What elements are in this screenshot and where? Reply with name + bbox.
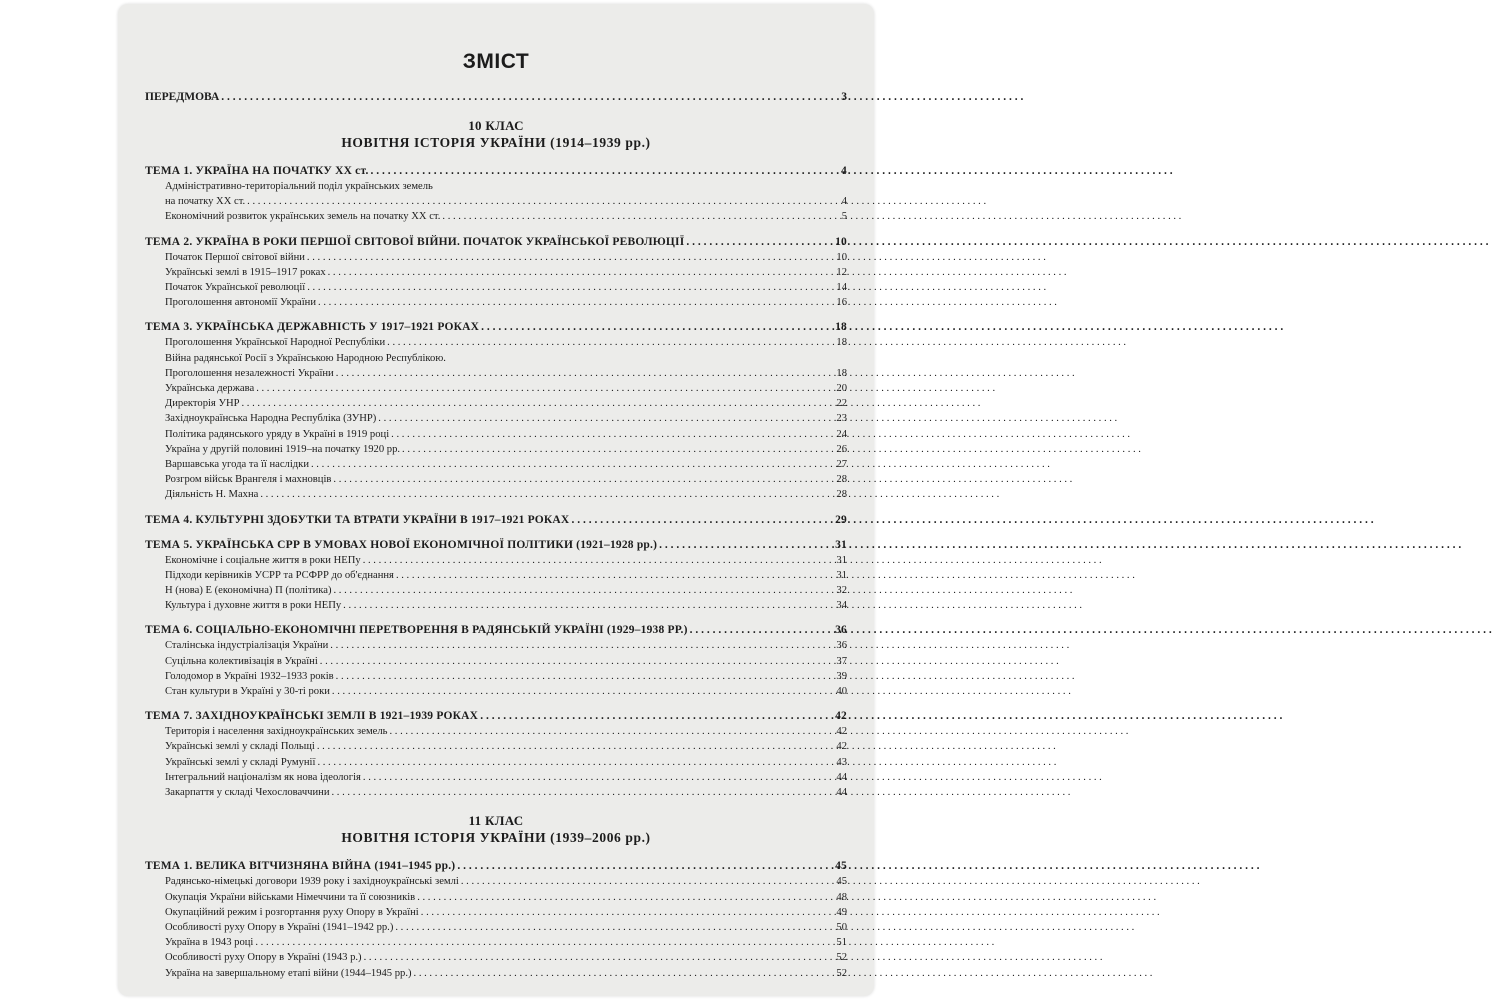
leader-dots — [343, 598, 831, 613]
subtopic-title: Україна в 1943 році — [165, 937, 254, 949]
subtopic-title: Закарпаття у складі Чехословаччини — [165, 787, 330, 799]
subtopic-page: 45 — [836, 876, 847, 888]
subtopic-page: 42 — [836, 741, 847, 753]
subtopic-entry — [145, 785, 847, 800]
subtopic-entry — [145, 890, 847, 905]
topic-title-entry — [145, 234, 847, 250]
class-heading: 10 КЛАС — [468, 118, 524, 133]
subtopic-page: 14 — [836, 282, 847, 294]
subtopic-page: 10 — [836, 251, 847, 263]
subtopic-page: 49 — [836, 906, 847, 918]
subtopic-page: 40 — [836, 686, 847, 698]
class-section — [145, 812, 847, 980]
subtopic-page: 18 — [836, 337, 847, 349]
subtopic-title: Радянсько-німецькі договори 1939 року і західноукраїнські землі — [165, 876, 459, 888]
leader-dots — [328, 265, 831, 280]
leader-dots — [421, 905, 831, 920]
subtopic-title: Територія і населення західноукраїнських земель — [165, 726, 388, 738]
topic-title: ТЕМА 4. КУЛЬТУРНІ ЗДОБУТКИ ТА ВТРАТИ УКРАЇНИ В 1917–1921 РОКАХ — [145, 513, 570, 526]
leader-dots — [442, 209, 831, 224]
subtopic-title: Економічне і соціальне життя в роки НЕПу — [165, 554, 361, 566]
subtopic-page: 52 — [836, 967, 847, 979]
subtopic-page: 43 — [836, 756, 847, 768]
subtopic-page: 37 — [836, 655, 847, 667]
subtopic-title: Н (нова) Е (економічна) П (політика) — [165, 585, 332, 597]
subtopic-page: 23 — [836, 413, 847, 425]
subtopic-title: Суцільна колективізація в Україні — [165, 655, 318, 667]
leader-dots — [332, 684, 831, 699]
class-section — [145, 117, 847, 800]
subtopic-entry — [145, 366, 847, 381]
leader-dots — [659, 537, 831, 553]
subtopic-page: 28 — [836, 474, 847, 486]
subtopic-title: Проголошення Української Народної Республіки — [165, 337, 386, 349]
subtopic-entry — [145, 295, 847, 310]
subtopic-page: 32 — [836, 585, 847, 597]
topic-title: ТЕМА 7. ЗАХІДНОУКРАЇНСЬКІ ЗЕМЛІ В 1921–1939 РОКАХ — [145, 710, 479, 723]
subtopic-title: Українська держава — [165, 383, 255, 395]
leader-dots — [256, 381, 831, 396]
subtopic-entry — [145, 724, 847, 739]
leader-dots — [311, 457, 831, 472]
class-subtitle: НОВІТНЯ ІСТОРІЯ УКРАЇНИ (1914–1939 рр.) — [341, 135, 651, 150]
table-of-contents — [145, 48, 847, 990]
subtopic-page: 4 — [841, 196, 847, 208]
leader-dots — [387, 335, 831, 350]
preface-entry — [145, 90, 847, 105]
topic-page: 45 — [835, 860, 847, 873]
subtopic-entry — [145, 553, 847, 568]
subtopic-entry — [145, 669, 847, 684]
subtopic-title: Інтегральний націоналізм як нова ідеологія — [165, 771, 361, 783]
subtopic-page: 44 — [836, 787, 847, 799]
leader-dots — [247, 194, 831, 209]
topic-block — [145, 708, 847, 800]
topic-page: 10 — [835, 235, 847, 248]
subtopic-entry — [145, 335, 847, 350]
topic-block — [145, 319, 847, 502]
subtopic-title: Початок Української революції — [165, 282, 306, 294]
subtopic-entry — [145, 874, 847, 889]
leader-dots — [457, 858, 831, 874]
subtopic-page: 31 — [836, 569, 847, 581]
subtopic-title: Окупаційний режим і розгортання руху Опору в Україні — [165, 906, 419, 918]
leader-dots — [461, 874, 831, 889]
topic-title: ТЕМА 1. УКРАЇНА НА ПОЧАТКУ ХХ ст. — [145, 165, 369, 177]
subtopic-entry — [145, 568, 847, 583]
subtopic-entry — [145, 411, 847, 426]
subtopic-entry — [145, 654, 847, 669]
subtopic-title: Україна у другій половині 1919–на початку 1920 рр. — [165, 443, 401, 455]
subtopic-title: Політика радянського уряду в Україні в 1919 році — [165, 428, 390, 440]
subtopic-entry — [145, 427, 847, 442]
leader-dots — [481, 319, 831, 335]
subtopic-page: 26 — [836, 443, 847, 455]
subtopic-title: Розгром військ Врангеля і махновців — [165, 474, 332, 486]
subtopic-entry — [145, 209, 847, 224]
subtopic-title: Західноукраїнська Народна Республіка (ЗУНР) — [165, 413, 377, 425]
subtopic-title: Особливості руху Опору в Україні (1943 р.) — [165, 952, 362, 964]
leader-dots — [307, 280, 831, 295]
subtopic-title: Проголошення незалежності України — [165, 367, 334, 379]
topic-block — [145, 622, 847, 699]
subtopic-entry — [145, 935, 847, 950]
classes-container — [145, 117, 847, 981]
leader-dots — [363, 553, 831, 568]
topic-block — [145, 858, 847, 980]
topic-title-entry — [145, 858, 847, 874]
leader-dots — [395, 920, 831, 935]
topic-title: ТЕМА 2. УКРАЇНА В РОКИ ПЕРШОЇ СВІТОВОЇ ВІЙНИ. ПОЧАТОК УКРАЇНСЬКОЇ РЕВОЛЮЦІЇ — [145, 235, 685, 248]
leader-dots — [571, 512, 831, 528]
subtopic-page: 48 — [836, 891, 847, 903]
leader-dots — [417, 890, 831, 905]
subtopic-entry — [145, 179, 847, 194]
subtopic-title: Голодомор в Україні 1932–1933 років — [165, 670, 334, 682]
leader-dots — [371, 163, 831, 179]
leader-dots — [389, 724, 831, 739]
subtopic-title: Культура і духовне життя в роки НЕПу — [165, 600, 342, 612]
leader-dots — [364, 950, 831, 965]
leader-dots — [333, 583, 831, 598]
leader-dots — [318, 295, 831, 310]
subtopic-entry — [145, 442, 847, 457]
leader-dots — [391, 427, 831, 442]
subtopic-page: 51 — [836, 937, 847, 949]
leader-dots — [307, 250, 831, 265]
leader-dots — [330, 638, 831, 653]
topic-title: ТЕМА 6. СОЦІАЛЬНО-ЕКОНОМІЧНІ ПЕРЕТВОРЕННЯ В РАДЯНСЬКІЙ УКРАЇНІ (1929–1938 РР.) — [145, 624, 688, 637]
subtopic-entry — [145, 905, 847, 920]
subtopic-entry — [145, 966, 847, 981]
subtopic-entry — [145, 739, 847, 754]
topic-title-entry — [145, 537, 847, 553]
topic-title-entry — [145, 163, 847, 179]
topic-title: ТЕМА 3. УКРАЇНСЬКА ДЕРЖАВНІСТЬ У 1917–1921 РОКАХ — [145, 321, 480, 334]
leader-dots — [686, 234, 831, 250]
topic-page: 42 — [835, 710, 847, 723]
subtopic-title: Економічний розвиток українських земель на початку ХХ ст. — [165, 211, 441, 223]
subtopic-entry — [145, 770, 847, 785]
subtopic-entry — [145, 950, 847, 965]
class-subtitle: НОВІТНЯ ІСТОРІЯ УКРАЇНИ (1939–2006 рр.) — [341, 830, 651, 846]
subtopic-title: Українські землі у складі Румунії — [165, 756, 316, 768]
leader-dots — [396, 568, 831, 583]
leader-dots — [378, 411, 831, 426]
subtopic-entry — [145, 684, 847, 699]
subtopic-title: Особливості руху Опору в Україні (1941–1942 рр.) — [165, 921, 394, 933]
subtopic-title: Проголошення автономії України — [165, 297, 317, 309]
topic-block — [145, 512, 847, 528]
subtopic-title: Українські землі в 1915–1917 роках — [165, 266, 326, 278]
subtopic-page: 42 — [836, 726, 847, 738]
subtopic-title: на початку ХХ ст. — [165, 196, 246, 208]
subtopic-page: 24 — [836, 428, 847, 440]
subtopic-title: Адміністративно-територіальний поділ українських земель — [165, 181, 433, 192]
topic-block — [145, 537, 847, 614]
topic-page: 36 — [835, 624, 847, 637]
subtopic-page: 16 — [836, 297, 847, 309]
leader-dots — [332, 785, 832, 800]
leader-dots — [336, 669, 831, 684]
topic-block — [145, 234, 847, 311]
subtopic-entry — [145, 638, 847, 653]
class-heading: 11 КЛАС — [468, 813, 524, 829]
leader-dots — [260, 487, 831, 502]
leader-dots — [402, 442, 831, 457]
leader-dots — [242, 396, 832, 411]
leader-dots — [363, 770, 831, 785]
subtopic-entry — [145, 280, 847, 295]
subtopic-entry — [145, 351, 847, 366]
subtopic-entry — [145, 381, 847, 396]
topic-page: 31 — [835, 538, 847, 551]
subtopic-page: 50 — [836, 921, 847, 933]
book-page — [118, 4, 874, 996]
leader-dots — [333, 472, 831, 487]
subtopic-page: 44 — [836, 771, 847, 783]
leader-dots — [336, 366, 831, 381]
subtopic-entry — [145, 472, 847, 487]
leader-dots — [320, 654, 831, 669]
leader-dots — [317, 739, 831, 754]
subtopic-title: Війна радянської Росії з Українською Народною Республікою. — [165, 352, 446, 364]
subtopic-page: 28 — [836, 489, 847, 501]
subtopic-title: Окупація України військами Німеччини та її союзників — [165, 891, 416, 903]
topic-title: ТЕМА 5. УКРАЇНСЬКА СРР В УМОВАХ НОВОЇ ЕКОНОМІЧНОЇ ПОЛІТИКИ (1921–1928 рр.) — [145, 538, 658, 551]
subtopic-title: Діяльність Н. Махна — [165, 489, 259, 501]
subtopic-title: Варшавська угода та її наслідки — [165, 459, 309, 471]
subtopic-title: Початок Першої світової війни — [165, 251, 305, 263]
subtopic-entry — [145, 487, 847, 502]
subtopic-entry — [145, 396, 847, 411]
subtopic-title: Підходи керівників УСРР та РСФРР до об'єднання — [165, 569, 394, 581]
subtopic-entry — [145, 250, 847, 265]
topic-page: 18 — [835, 321, 847, 334]
topic-title: ТЕМА 1. ВЕЛИКА ВІТЧИЗНЯНА ВІЙНА (1941–1945 рр.) — [145, 860, 456, 873]
subtopic-page: 18 — [836, 367, 847, 379]
subtopic-page: 12 — [836, 266, 847, 278]
subtopic-entry — [145, 265, 847, 280]
subtopic-entry — [145, 598, 847, 613]
leader-dots — [255, 935, 831, 950]
topic-title-entry — [145, 708, 847, 724]
subtopic-page: 22 — [836, 398, 847, 410]
leader-dots — [221, 90, 831, 105]
subtopic-page: 31 — [836, 554, 847, 566]
topic-block — [145, 163, 847, 225]
topic-page: 4 — [841, 165, 847, 177]
subtopic-page: 52 — [836, 952, 847, 964]
subtopic-page: 39 — [836, 670, 847, 682]
subtopic-page: 36 — [836, 640, 847, 652]
leader-dots — [690, 622, 831, 638]
subtopic-title: Стан культури в Україні у 30-ті роки — [165, 686, 330, 698]
leader-dots — [480, 708, 831, 724]
preface-page: 3 — [841, 91, 847, 103]
subtopic-title: Україна на завершальному етапі війни (1944–1945 рр.) — [165, 967, 412, 979]
subtopic-entry — [145, 583, 847, 598]
subtopic-entry — [145, 755, 847, 770]
subtopic-entry — [145, 920, 847, 935]
leader-dots — [414, 966, 831, 981]
subtopic-title: Сталінська індустріалізація України — [165, 640, 329, 652]
subtopic-page: 34 — [836, 600, 847, 612]
subtopic-title: Українські землі у складі Польщі — [165, 741, 315, 753]
subtopic-title: Директорія УНР — [165, 398, 240, 410]
topic-title-entry — [145, 512, 847, 528]
topic-page: 29 — [835, 513, 847, 526]
preface-label: ПЕРЕДМОВА — [145, 91, 220, 103]
leader-dots — [317, 755, 831, 770]
subtopic-entry — [145, 194, 847, 209]
subtopic-entry — [145, 457, 847, 472]
topic-title-entry — [145, 622, 847, 638]
topic-title-entry — [145, 319, 847, 335]
subtopic-page: 20 — [836, 383, 847, 395]
subtopic-page: 27 — [836, 459, 847, 471]
subtopic-page: 5 — [841, 211, 847, 223]
page-title: ЗМІСТ — [462, 50, 530, 73]
